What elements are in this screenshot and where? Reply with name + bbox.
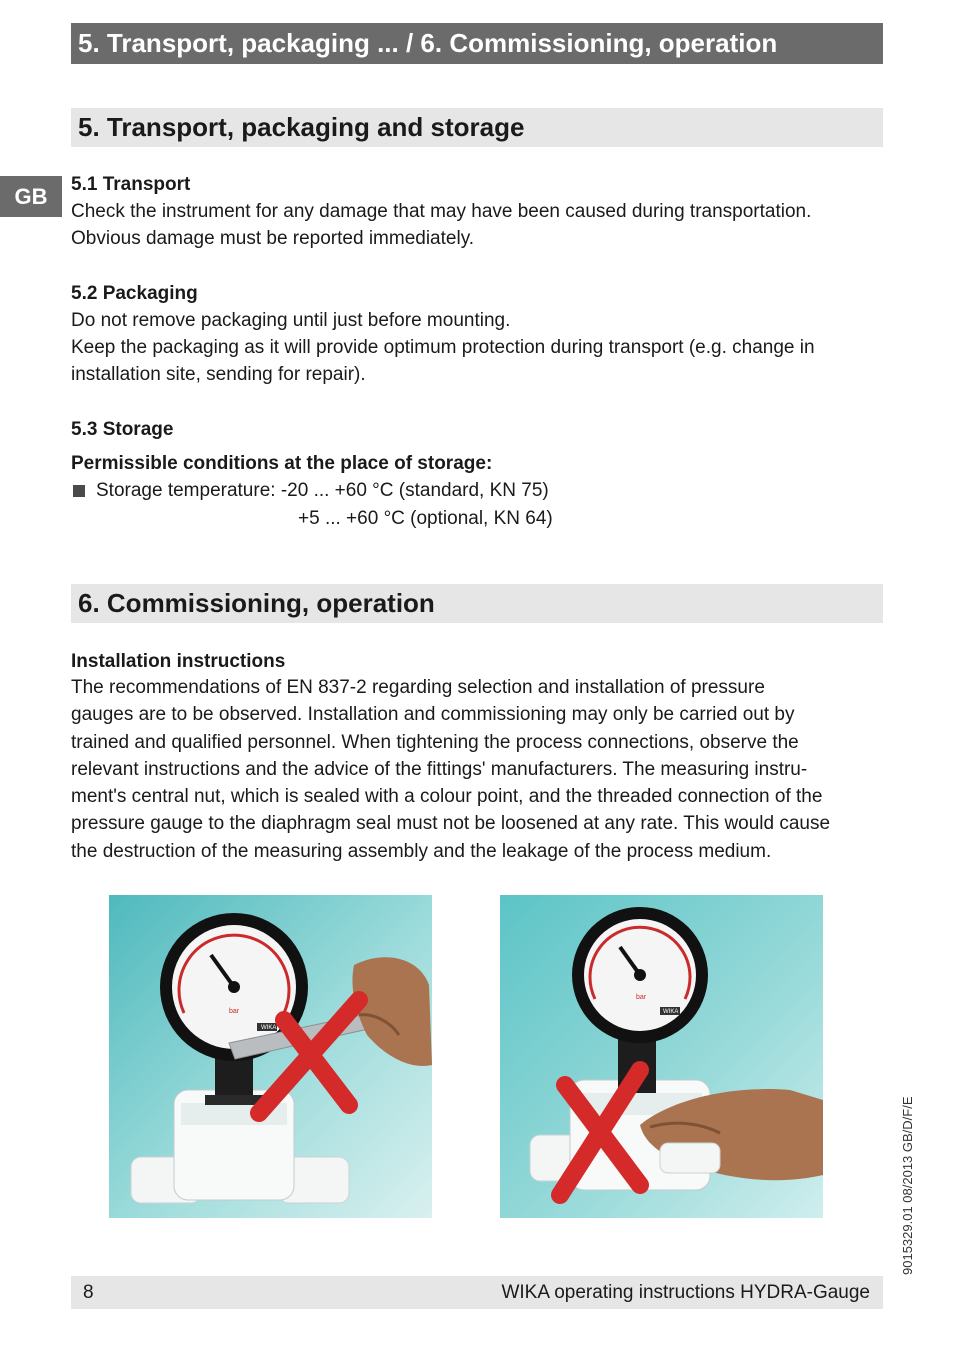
document-code: 9015329.01 08/2013 GB/D/F/E [900,1096,915,1275]
photo-wrench-prohibited [109,895,432,1218]
section-6-heading-text: 6. Commissioning, operation [78,588,435,618]
page-number: 8 [83,1282,94,1303]
installation-text-line: trained and qualified personnel. When tightening the process connections, observe the [71,732,799,753]
subsection-5-2-title: 5.2 Packaging [71,283,198,304]
storage-conditions-title: Permissible conditions at the place of storage: [71,453,493,474]
installation-text-line: relevant instructions and the advice of the fittings' manufacturers. The measuring instru- [71,759,808,780]
transport-text-line: Check the instrument for any damage that may have been caused during transportation. [71,201,812,222]
packaging-text-line: Keep the packaging as it will provide optimum protection during transport (e.g. change in [71,337,815,358]
installation-text-line: ment's central nut, which is sealed with a colour point, and the threaded connection of the [71,786,823,807]
installation-text-line: gauges are to be observed. Installation and commissioning may only be carried out by [71,704,795,725]
language-tab: GB [0,176,62,217]
page-header-bar [71,23,883,64]
gauge-brand-label: WIKA [663,1009,679,1015]
gauge-unit-label: bar [229,1008,240,1015]
storage-temperature-line: Storage temperature: -20 ... +60 °C (standard, KN 75) [96,480,549,501]
page-header-title: 5. Transport, packaging ... / 6. Commissioning, operation [78,28,778,58]
packaging-text-line: installation site, sending for repair). [71,364,366,385]
subsection-5-3-title: 5.3 Storage [71,419,174,440]
section-6-heading [71,584,883,623]
section-5-heading [71,108,883,147]
storage-temperature-optional-line: +5 ... +60 °C (optional, KN 64) [298,508,553,529]
bullet-square-icon [73,485,85,497]
page-footer [71,1276,883,1309]
transport-text-line: Obvious damage must be reported immediately. [71,228,475,249]
photo-hand-turning-prohibited [500,895,823,1218]
section-5-heading-text: 5. Transport, packaging and storage [78,112,525,142]
packaging-text-line: Do not remove packaging until just before mounting. [71,310,511,331]
gauge-brand-label: WIKA [261,1025,277,1031]
installation-text-line: the destruction of the measuring assembly and the leakage of the process medium. [71,841,772,862]
subsection-5-1-title: 5.1 Transport [71,174,191,195]
installation-text-line: The recommendations of EN 837-2 regarding selection and installation of pressure [71,677,765,698]
footer-document-title: WIKA operating instructions HYDRA-Gauge [501,1282,870,1303]
gauge-unit-label: bar [636,994,647,1001]
installation-text-line: pressure gauge to the diaphragm seal must not be loosened at any rate. This would cause [71,813,831,834]
installation-instructions-title: Installation instructions [71,651,286,672]
